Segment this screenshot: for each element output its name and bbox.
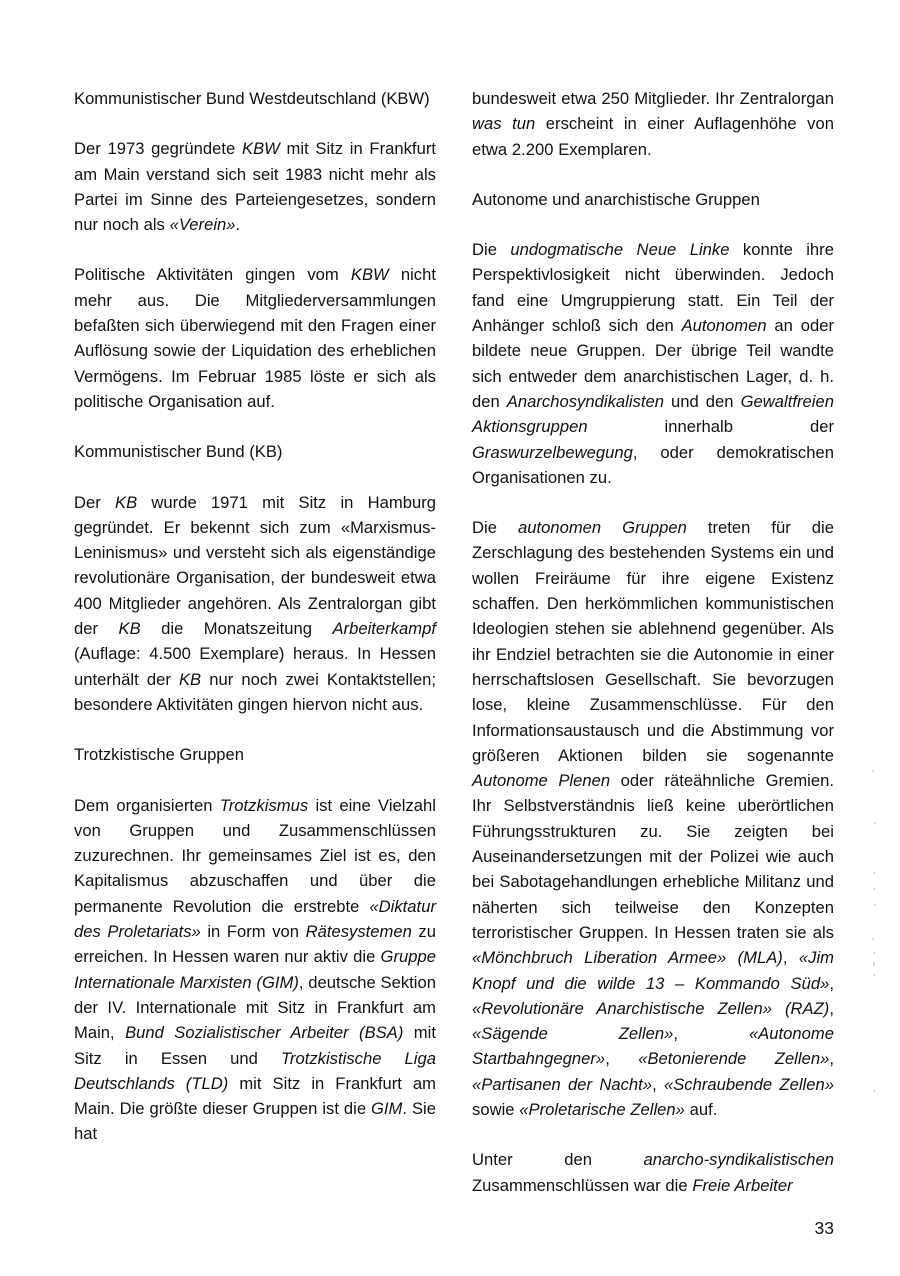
emphasized-text: GIM (371, 1099, 403, 1119)
emphasized-text: undogmatische Neue Linke (510, 240, 730, 260)
body-text: Politische Aktivitäten gingen vom (74, 265, 351, 285)
two-column-body (74, 86, 834, 1196)
emphasized-text: «Revolutionäre Anarchistische Zellen» (RAZ) (472, 998, 830, 1018)
body-text: , (605, 1049, 639, 1069)
body-text: , deutsche Sektion der IV. Internationale mit Sitz in Frankfurt am Main, (74, 972, 436, 1043)
emphasized-text: «Verein» (169, 215, 236, 235)
right-column (472, 86, 834, 1196)
body-text: Der 1973 gegründete (74, 139, 242, 159)
section-heading-kommunistischer-bund-kb: Kommunistischer Bund (KB) (74, 442, 283, 462)
body-text: oder räteähnliche Gremien. Ihr Selbstverständnis ließ keine uberörtlichen Führungsstrukturen zu. Sie zeigten bei Auseinandersetzungen mit der Polizei wie auch bei Sabotagehandlungen erhebliche Militanz und näherten sich teilweise den Konzepten terroristischer Gruppen. In Hessen traten sie als (472, 771, 834, 942)
scan-speckle (872, 938, 874, 940)
body-text: mit Sitz in Frankfurt am Main. Die größte dieser Gruppen ist die (74, 1073, 436, 1119)
emphasized-text: Rätesystemen (305, 922, 412, 942)
body-text: ist eine Vielzahl von Gruppen und Zusammenschlüssen zuzurechnen. Ihr gemeinsames Ziel ist es, den Kapitalismus abzuschaffen und über die permanente Revolution die erstrebte (74, 795, 436, 916)
emphasized-text: «Proletarische Zellen» (519, 1099, 685, 1119)
body-text: , (782, 948, 799, 968)
scan-speckle (873, 962, 875, 967)
body-paragraph (472, 1147, 834, 1198)
scan-speckle (873, 888, 875, 890)
emphasized-text: «Mönchbruch Liberation Armee» (MLA) (472, 948, 783, 968)
scan-speckle (873, 1090, 875, 1092)
emphasized-text: KBW (350, 265, 389, 285)
emphasized-text: KBW (241, 139, 280, 159)
body-text: , (829, 998, 834, 1018)
emphasized-text: Arbeiterkampf (332, 619, 436, 639)
body-text: erscheint in einer Auflagenhöhe von etwa 2.200 Exemplaren. (472, 114, 834, 159)
emphasized-text: autonomen Gruppen (517, 518, 687, 538)
body-text: Der (74, 492, 116, 512)
body-paragraph (74, 262, 436, 414)
body-paragraph (472, 237, 834, 490)
emphasized-text: Trotzkistische Liga Deutschlands (TLD) (74, 1048, 436, 1093)
body-paragraph (74, 793, 436, 1147)
body-paragraph (472, 86, 834, 162)
body-text: die Monatszeitung (140, 619, 333, 639)
body-text: Dem organisierten (74, 795, 220, 815)
scan-speckle (873, 974, 875, 976)
body-text: an oder bildete neue Gruppen. Der übrige Teil wandte sich entweder dem anarchistischen Lager, d. h. den (472, 316, 834, 411)
section-heading-trotzkistische-gruppen: Trotzkistische Gruppen (74, 745, 244, 765)
scan-speckle (874, 904, 876, 906)
body-text: nur noch zwei Kontaktstellen; besondere Aktivitäten gingen hiervon nicht aus. (74, 669, 437, 714)
scan-speckle (872, 770, 874, 772)
body-text: bundesweit etwa 250 Mitglieder. Ihr Zentralorgan (472, 89, 834, 108)
scan-speckle (873, 872, 875, 874)
body-text: sowie (472, 1099, 520, 1119)
emphasized-text: «Schraubende Zellen» (663, 1074, 834, 1094)
body-text: Unter den (472, 1150, 644, 1170)
emphasized-text: «Sägende Zellen» (472, 1024, 674, 1044)
page-number: 33 (814, 1218, 834, 1238)
body-text: Die (472, 240, 511, 260)
body-text: (Auflage: 4.500 Exemplare) heraus. In Hessen unterhält der (74, 644, 436, 689)
emphasized-text: «Jim Knopf und die wilde 13 – Kommando Süd» (472, 948, 834, 993)
emphasized-text: KB (118, 619, 141, 639)
emphasized-text: Graswurzelbewegung (472, 442, 633, 462)
emphasized-text: anarcho-syndikalistischen (643, 1150, 834, 1170)
left-column (74, 86, 436, 1196)
body-text: wurde 1971 mit Sitz in Hamburg gegründet. Er bekennt sich zum «Marxismus-Leninismus» und versteht sich als eigenständige revolutionäre Organisation, der bundesweit etwa 400 Mitglieder angehören. Als Zentralorgan gibt der (74, 492, 437, 639)
emphasized-text: Anarchosyndikalisten (506, 391, 664, 411)
emphasized-text: «Autonome Startbahngegner» (472, 1024, 834, 1069)
emphasized-text: was tun (472, 114, 536, 134)
emphasized-text: Autonomen (681, 316, 767, 336)
emphasized-text: Trotzkismus (219, 795, 309, 815)
body-text: , (673, 1024, 749, 1044)
body-text: in Form von (200, 922, 306, 942)
emphasized-text: Freie Arbeiter (692, 1175, 793, 1195)
emphasized-text: «Diktatur des Proletariats» (74, 896, 436, 942)
body-text: , (829, 973, 834, 993)
emphasized-text: KB (178, 669, 202, 689)
body-text: treten für die Zerschlagung des bestehenden Systems ein und wollen Freiräume für ihre eigene Existenz schaffen. Den herkömmlichen kommunistischen Ideologien stehen sie ablehnend gegenüber. Als ihr Endziel betrachten sie die Autonomie in einer herrschaftslosen Gesellschaft. Sie bevorzugen lose, kleine Zusammenschlüsse. Für den Informationsaustausch und die Abstimmung vor größeren Aktionen bilden sie sogenannte (472, 518, 834, 765)
section-heading-kommunistischer-bund-westdeutschland-kbw: Kommunistischer Bund Westdeutschland (KBW) (74, 89, 430, 108)
emphasized-text: Gewaltfreien Aktionsgruppen (472, 391, 834, 437)
body-text: , oder demokratischen Organisationen zu. (472, 442, 834, 487)
body-text: konnte ihre Perspektivlosigkeit nicht überwinden. Jedoch fand eine Umgruppierung statt. Ein Teil der Anhänger schloß sich den (472, 240, 834, 336)
emphasized-text: Bund Sozialistischer Arbeiter (BSA) (125, 1023, 404, 1043)
body-text: . Sie hat (74, 1099, 436, 1144)
body-text: mit Sitz in Frankfurt am Main verstand sich seit 1983 nicht mehr als Partei im Sinne des Parteiengesetzes, sondern nur noch als (74, 139, 436, 235)
body-text: , (652, 1074, 664, 1094)
body-text: innerhalb der (587, 417, 834, 437)
body-paragraph (74, 136, 436, 237)
emphasized-text: «Betonierende Zellen» (638, 1049, 830, 1069)
body-text: und den (664, 391, 741, 411)
body-text: . (235, 215, 241, 235)
body-text: nicht mehr aus. Die Mitgliederversammlungen befaßten sich überwiegend mit den Fragen einer Auflösung sowie der Liquidation des erheblichen Vermögens. Im Februar 1985 löste er sich als politische Organisation auf. (74, 265, 436, 411)
body-text: Die (472, 518, 518, 538)
emphasized-text: Autonome Plenen (472, 771, 611, 791)
body-text: zu erreichen. In Hessen waren nur aktiv die (74, 922, 436, 967)
emphasized-text: KB (115, 492, 138, 512)
body-text: Zusammenschlüssen war die (472, 1175, 693, 1195)
body-paragraph (472, 515, 834, 1122)
section-heading-autonome-und-anarchistische-gruppen: Autonome und anarchistische Gruppen (472, 189, 760, 209)
body-text: , (829, 1049, 834, 1069)
emphasized-text: «Partisanen der Nacht» (472, 1074, 653, 1094)
body-text: mit Sitz in Essen und (74, 1023, 436, 1068)
scan-speckle (873, 952, 875, 954)
emphasized-text: Gruppe Internationale Marxisten (GIM) (74, 947, 436, 992)
scan-speckle (874, 822, 876, 824)
body-text: auf. (684, 1099, 718, 1119)
body-paragraph (74, 490, 436, 718)
